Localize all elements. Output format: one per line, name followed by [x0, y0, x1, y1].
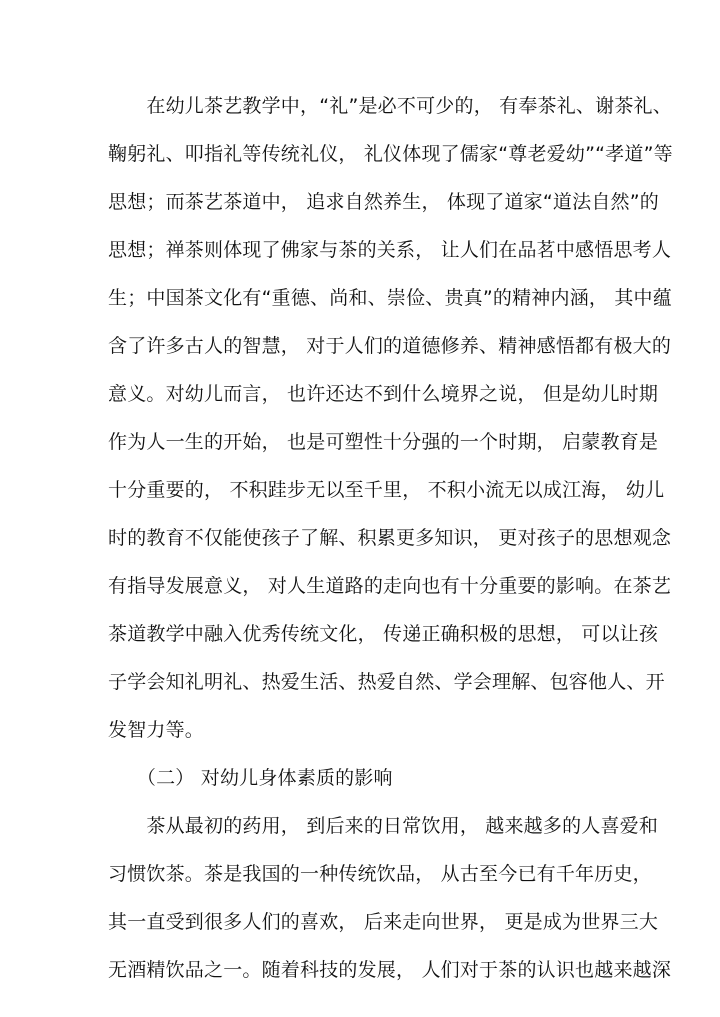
paragraph-line: 思想；而茶艺茶道中， 追求自然养生， 体现了道家“道法自然”的 [108, 191, 659, 213]
paragraph-line: 发智力等。 [108, 719, 205, 741]
paragraph-line: 习惯饮茶。茶是我国的一种传统饮品， 从古至今已有千年历史， [108, 863, 652, 885]
paragraph-line: 思想；禅茶则体现了佛家与茶的关系， 让人们在品茗中感悟思考人 [108, 239, 672, 261]
paragraph-line: 有指导发展意义， 对人生道路的走向也有十分重要的影响。在茶艺 [108, 575, 672, 597]
paragraph-line: 时的教育不仅能使孩子了解、积累更多知识， 更对孩子的思想观念 [108, 527, 672, 549]
paragraph-line: 在幼儿茶艺教学中，“礼”是必不可少的， 有奉茶礼、谢茶礼、 [108, 95, 672, 117]
paragraph-line: 其一直受到很多人们的喜欢， 后来走向世界， 更是成为世界三大 [108, 911, 659, 933]
paragraph-line: 无酒精饮品之一。随着科技的发展， 人们对于茶的认识也越来越深 [108, 959, 672, 981]
paragraph-line: 含了许多古人的智慧， 对于人们的道德修养、精神感悟都有极大的 [108, 335, 672, 357]
paragraph-line: 鞠躬礼、叩指礼等传统礼仪， 礼仪体现了儒家“尊老爱幼”“孝道”等 [108, 143, 673, 165]
paragraph-line: 生；中国茶文化有“重德、尚和、崇俭、贵真”的精神内涵， 其中蕴 [108, 287, 672, 309]
paragraph-line: 十分重要的， 不积跬步无以至千里， 不积小流无以成江海， 幼儿 [108, 479, 665, 501]
paragraph-line: 茶道教学中融入优秀传统文化， 传递正确积极的思想， 可以让孩 [108, 623, 659, 645]
paragraph-line: 子学会知礼明礼、热爱生活、热爱自然、学会理解、包容他人、开 [108, 671, 665, 693]
paragraph-line: 作为人一生的开始， 也是可塑性十分强的一个时期， 启蒙教育是 [108, 431, 659, 453]
paragraph-line: 意义。对幼儿而言， 也许还达不到什么境界之说， 但是幼儿时期 [108, 383, 659, 405]
section-heading: （二） 对幼儿身体素质的影响 [108, 767, 393, 789]
paragraph-line: 茶从最初的药用， 到后来的日常饮用， 越来越多的人喜爱和 [108, 815, 659, 837]
